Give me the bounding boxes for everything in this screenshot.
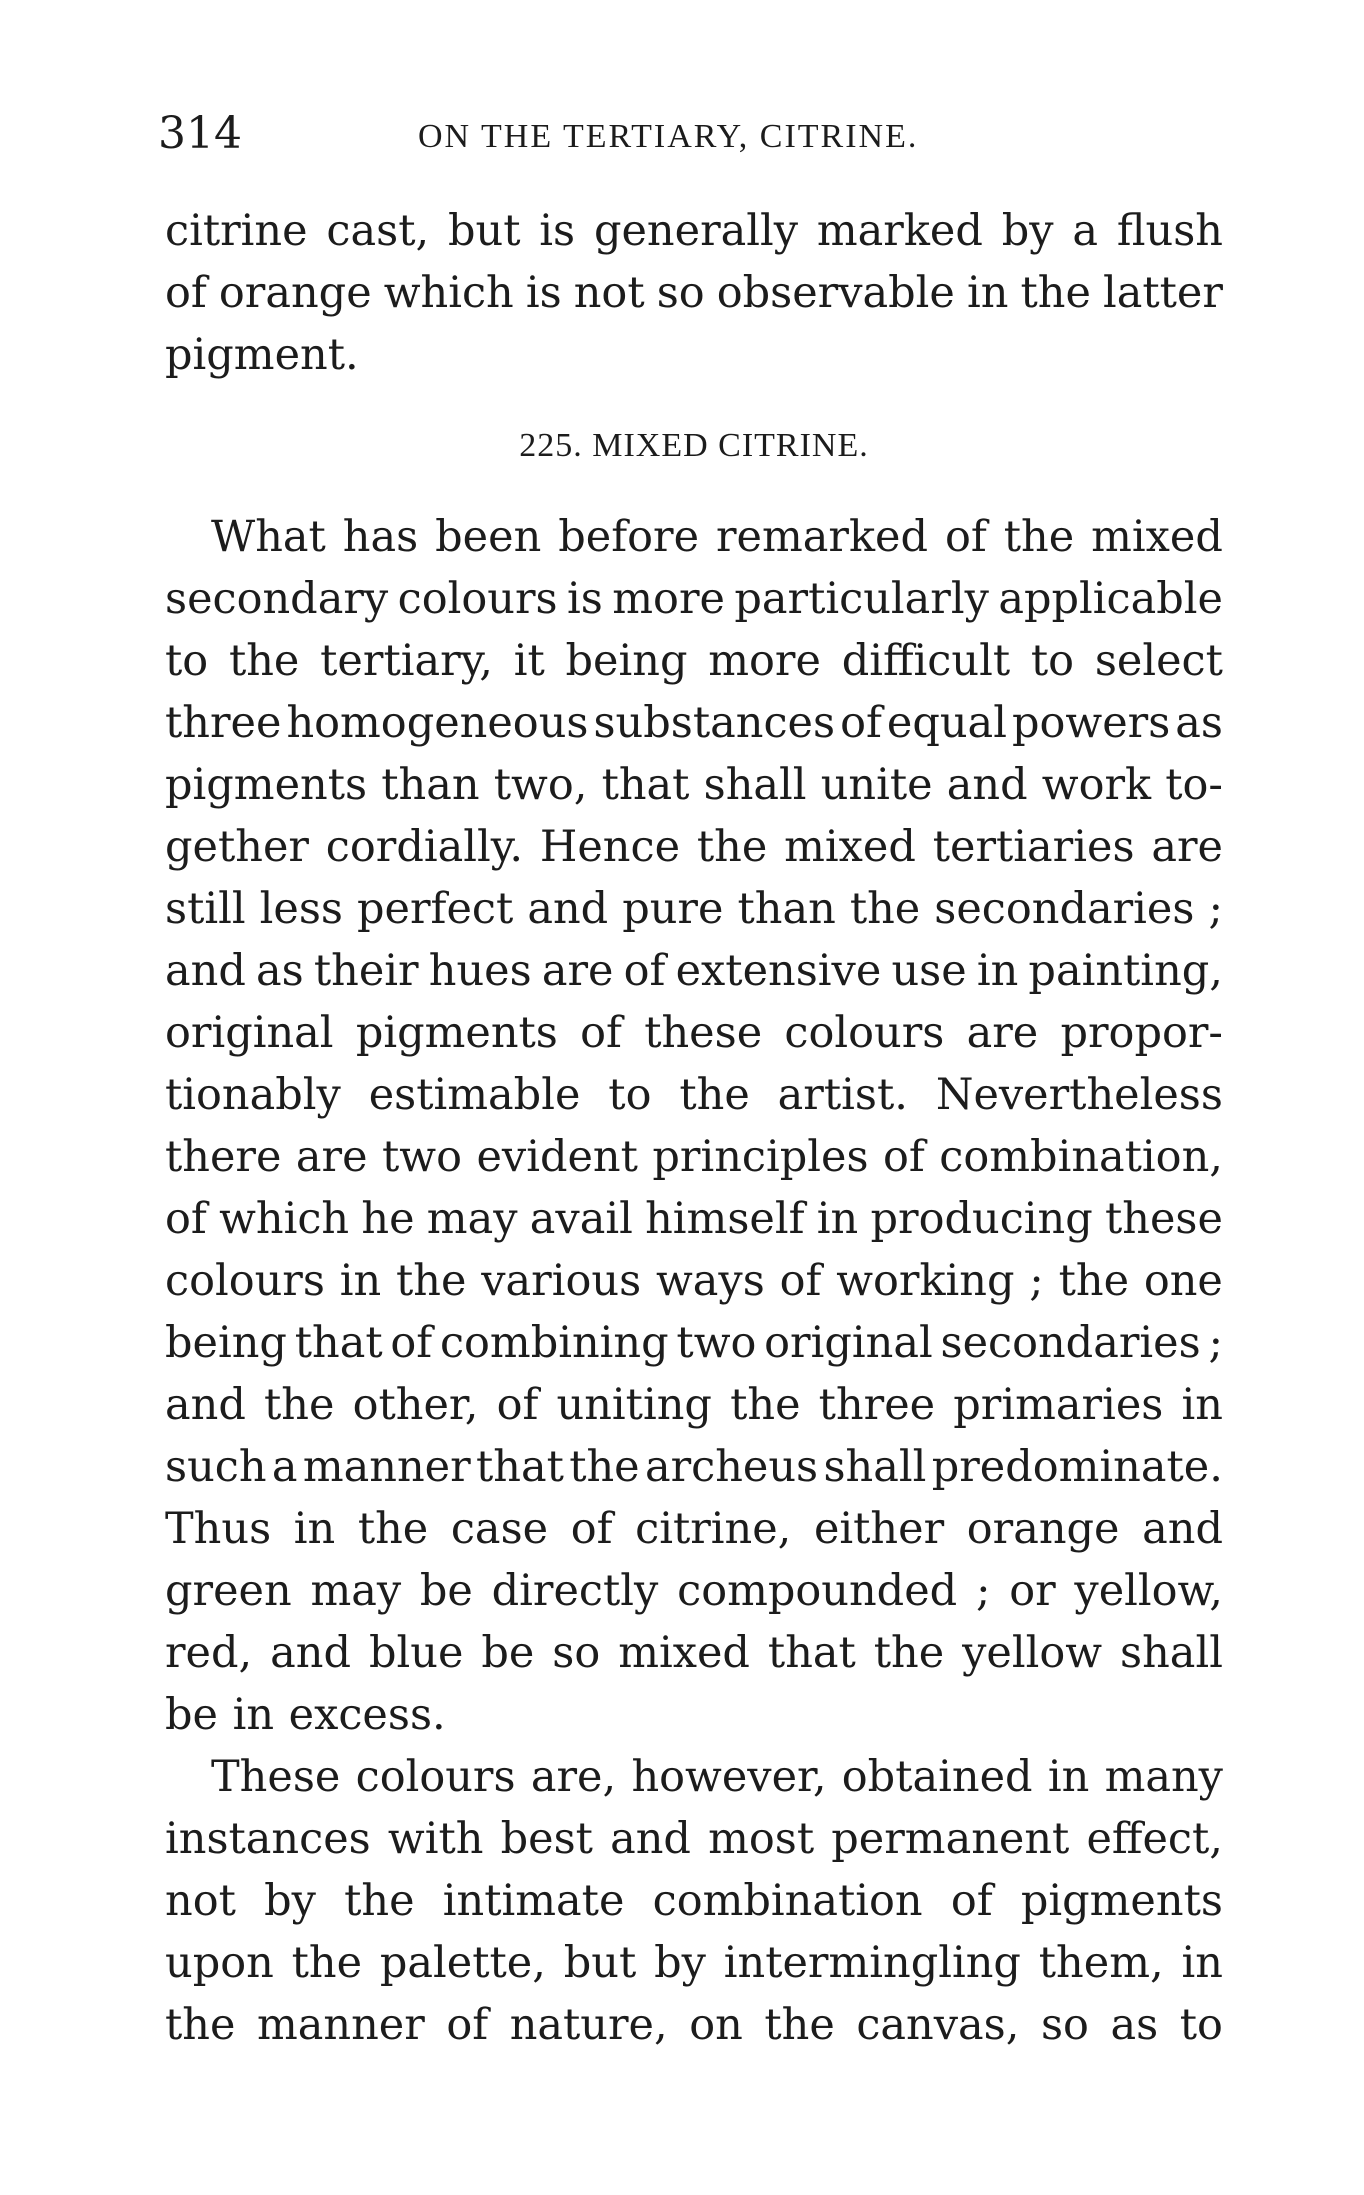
paragraph-intro: [165, 200, 1223, 386]
paragraph-however: [165, 1746, 1223, 2056]
text-line: secondary colours is more particularly applicable: [165, 574, 1223, 624]
running-title: ON THE TERTIARY, CITRINE.: [418, 118, 919, 155]
text-line: original pigments of these colours are propor-: [165, 1008, 1223, 1058]
text-line: pigment.: [165, 330, 359, 380]
text-line: three homogeneous substances of equal powers as: [165, 698, 1223, 748]
text-line: not by the intimate combination of pigments: [165, 1876, 1223, 1926]
text-line: Thus in the case of citrine, either orange and: [165, 1504, 1223, 1554]
text-line: the manner of nature, on the canvas, so as to: [165, 2000, 1223, 2050]
page-number: 314: [158, 108, 242, 159]
text-line: still less perfect and pure than the secondaries ;: [165, 884, 1223, 934]
running-head: [158, 104, 1218, 164]
text-line: colours in the various ways of working ; the one: [165, 1256, 1223, 1306]
text-line: there are two evident principles of combination,: [165, 1132, 1223, 1182]
text-line: of which he may avail himself in producing these: [165, 1194, 1223, 1244]
text-line: upon the palette, but by intermingling them, in: [165, 1938, 1223, 1988]
text-line: instances with best and most permanent effect,: [165, 1814, 1223, 1864]
text-line: be in excess.: [165, 1690, 446, 1740]
text-line: What has been before remarked of the mixed: [211, 512, 1223, 562]
text-line: These colours are, however, obtained in many: [211, 1752, 1223, 1802]
paragraph-mixed-citrine: [165, 506, 1223, 1746]
text-line: of orange which is not so observable in the latter: [165, 268, 1223, 318]
text-line: tionably estimable to the artist. Nevertheless: [165, 1070, 1223, 1120]
text-line: citrine cast, but is generally marked by a flush: [165, 206, 1223, 256]
text-line: pigments than two, that shall unite and work to-: [165, 760, 1223, 810]
text-line: red, and blue be so mixed that the yellow shall: [165, 1628, 1223, 1678]
text-line: and the other, of uniting the three primaries in: [165, 1380, 1223, 1430]
text-line: being that of combining two original secondaries ;: [165, 1318, 1223, 1368]
text-line: and as their hues are of extensive use in painting,: [165, 946, 1223, 996]
body-text: [165, 200, 1223, 2056]
section-heading: 225. MIXED CITRINE.: [519, 427, 869, 464]
text-line: such a manner that the archeus shall predominate.: [165, 1442, 1223, 1492]
text-line: green may be directly compounded ; or yellow,: [165, 1566, 1223, 1616]
text-line: gether cordially. Hence the mixed tertiaries are: [165, 822, 1223, 872]
text-line: to the tertiary, it being more difficult to select: [165, 636, 1223, 686]
